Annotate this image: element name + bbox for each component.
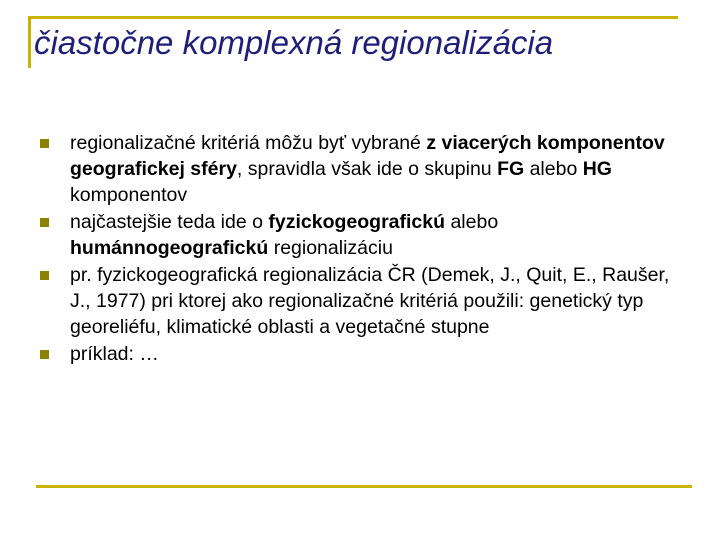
bullet-item-example-cr [34,262,694,340]
bullet-text: príklad: … [70,343,159,365]
bullet-item-example [34,341,694,367]
bullet-list [34,130,694,368]
bullet-text: najčastejšie teda ide o [70,211,269,233]
square-bullet-icon [40,218,49,227]
title-frame-top-border [28,16,678,19]
bullet-bold-text: HG [582,158,612,180]
title-frame-left-border [28,16,31,68]
slide-title: čiastočne komplexná regionalizácia [34,24,554,61]
bullet-item-most-often [34,209,694,261]
bullet-text: regionalizáciu [268,237,393,259]
bullet-text: alebo [524,158,583,180]
bullet-bold-text: humánnogeografickú [70,237,269,259]
bullet-text: pr. fyzickogeografická regionalizácia ČR (Demek, J., Quit, E., Raušer, J., 1977) pri ktorej ako regionalizačné kritériá použili: genetický typ georeliéfu, klimatické oblasti a vegetačné stupne [70,264,670,338]
square-bullet-icon [40,271,49,280]
bullet-bold-text: fyzickogeografickú [268,211,446,233]
bullet-bold-text: FG [497,158,525,180]
bullet-text: , spravidla však ide o skupinu [236,158,498,180]
footer-divider [36,485,692,488]
bullet-text: regionalizačné kritériá môžu byť vybrané [70,132,427,154]
bullet-text: komponentov [70,184,188,206]
square-bullet-icon [40,139,49,148]
bullet-item-criteria [34,130,694,208]
bullet-bold-text: z viacerých komponentov geografickej sféry [70,132,665,180]
bullet-text: alebo [445,211,499,233]
square-bullet-icon [40,350,49,359]
